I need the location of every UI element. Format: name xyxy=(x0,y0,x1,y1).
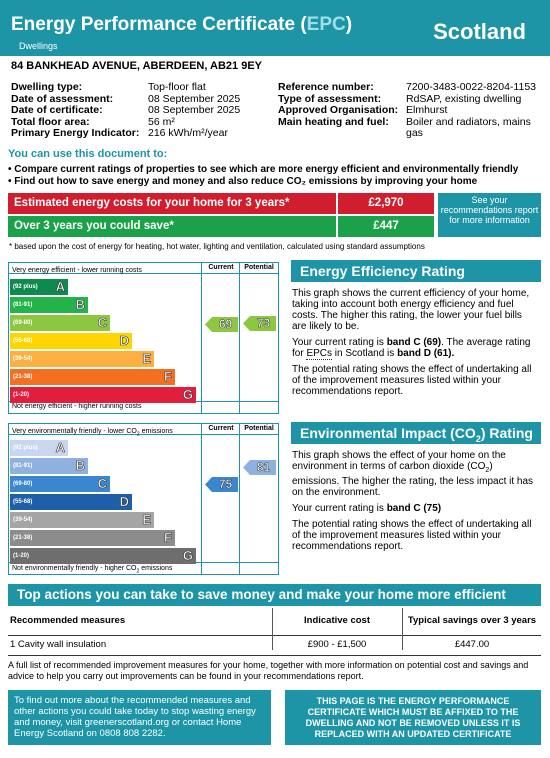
band-b xyxy=(10,297,88,313)
band-d xyxy=(10,333,132,349)
band-letter: C xyxy=(97,315,107,330)
band-g xyxy=(10,387,196,403)
left-details xyxy=(11,82,281,140)
band-letter: A xyxy=(55,440,65,455)
ee-panel-title-text: Energy Efficiency Rating xyxy=(300,263,465,279)
potential-rating-arrow xyxy=(243,460,276,475)
band-f xyxy=(10,530,175,546)
ee-panel-body xyxy=(292,288,539,397)
band-range: (81-91) xyxy=(13,463,33,469)
actions-note: A full list of recommended improvement measures for your home, together with more information on potential cost and savings and advice to help you carry out improvements can be found in your recommendations report. xyxy=(8,660,529,681)
header-measures: Recommended measures xyxy=(10,615,126,626)
detail-row xyxy=(11,128,281,140)
band-c xyxy=(10,315,110,331)
col-potential: Potential xyxy=(244,264,274,271)
detail-label: Primary Energy Indicator: xyxy=(11,127,140,139)
energy-cost-value-cell xyxy=(338,193,434,214)
cost-cell: £900 - £1,500 xyxy=(307,639,367,650)
ee-p3: The potential rating shows the effect of undertaking all of the improvement measures listed within your recommendations report. xyxy=(292,364,532,397)
recommendations-note xyxy=(438,193,541,237)
band-letter: B xyxy=(75,458,85,473)
band-range: (39-54) xyxy=(13,517,33,523)
band-range: (55-68) xyxy=(13,338,33,344)
band-letter: C xyxy=(97,476,107,491)
page-title: Energy Performance Certificate (EPC) xyxy=(11,14,353,35)
savings-row xyxy=(8,216,336,237)
band-letter: F xyxy=(164,530,172,545)
band-range: (92 plus) xyxy=(13,284,38,290)
find-out-more-box xyxy=(8,690,271,745)
header-banner xyxy=(0,0,550,56)
savings-value-cell xyxy=(338,216,434,237)
detail-row xyxy=(278,115,548,139)
current-rating-arrow xyxy=(205,477,238,492)
band-letter: G xyxy=(182,548,193,563)
band-range: (92 plus) xyxy=(13,445,38,451)
ee-p1: This graph shows the current efficiency of your home, taking into account both energy efficiency and fuel costs. The higher this rating, the lower your fuel bills are likely to be. xyxy=(292,288,530,332)
band-letter: D xyxy=(119,333,129,348)
detail-label: Main heating and fuel: xyxy=(278,115,389,128)
actions-title: Top actions you can take to save money and make your home more efficient xyxy=(17,587,506,602)
current-rating-value: 69 xyxy=(218,317,233,331)
detail-value: 08 September 2025 xyxy=(148,92,241,105)
detail-label: Date of certificate: xyxy=(11,104,103,116)
usage-bullet: • Find out how to save energy and money and also reduce CO₂ emissions by improving your home xyxy=(8,176,478,187)
band-range: (1-20) xyxy=(13,553,30,559)
band-range: (69-80) xyxy=(13,320,33,326)
potential-rating-arrow xyxy=(243,316,276,331)
band-range: (55-68) xyxy=(13,499,33,505)
country-label: Scotland xyxy=(433,19,526,44)
band-e xyxy=(10,351,154,367)
ei-panel-body xyxy=(292,450,539,552)
band-letter: E xyxy=(142,351,151,366)
potential-rating-value: 81 xyxy=(256,460,271,474)
band-e xyxy=(10,512,154,528)
affix-notice-text: THIS PAGE IS THE ENERGY PERFORMANCE CERTIFICATE WHICH MUST BE AFFIXED TO THE DWELLING AND NOT BE REMOVED UNLESS IT IS REPLACED WITH AN UPDATED CERTIFICATE xyxy=(305,696,521,739)
band-a xyxy=(10,440,68,456)
band-d xyxy=(10,494,132,510)
band-b xyxy=(10,458,88,474)
header-cost: Indicative cost xyxy=(304,615,370,626)
recommendations-note-text: See your recommendations report for more information xyxy=(440,195,539,225)
ei-p1: This graph shows the effect of your home on the environment in terms of carbon dioxide $(CO_2)$ emissions. The higher the rating, the less impact it has on the environment. xyxy=(292,450,534,498)
current-rating-arrow xyxy=(205,317,238,332)
potential-rating-value: 73 xyxy=(256,316,271,331)
col-current: Current xyxy=(208,425,234,432)
band-range: (1-20) xyxy=(13,392,30,398)
right-details xyxy=(278,81,548,139)
ei-panel-title-text: Environmental Impact $(CO_2)$ Rating xyxy=(300,425,533,444)
band-a xyxy=(10,279,68,295)
band-range: (69-80) xyxy=(13,481,33,487)
energy-cost-label: Estimated energy costs for your home for 3 years* xyxy=(14,197,290,209)
usage-bullets xyxy=(8,164,548,188)
band-letter: G xyxy=(182,387,193,402)
usage-bullet: • Compare current ratings of properties to see which are more energy efficient and environmentally friendly xyxy=(8,164,519,175)
band-letter: F xyxy=(164,369,172,384)
detail-value: 56 m² xyxy=(148,115,175,128)
cost-footnote: * based upon the cost of energy for heating, hot water, lighting and ventilation, calculated using standard assumptions xyxy=(9,242,425,251)
chart-top-label: Very environmentally friendly - lower $CO_2$ emissions xyxy=(12,428,173,438)
detail-value: 08 September 2025 xyxy=(148,104,241,116)
environmental-impact-chart xyxy=(8,423,279,575)
band-range: (21-38) xyxy=(13,535,33,541)
col-potential: Potential xyxy=(244,425,274,432)
ee-p2: Your current rating is band C (69). The average rating for EPCs in Scotland is band D (61). xyxy=(292,337,531,359)
chart-top-label: Very energy efficient - lower running costs xyxy=(12,267,142,274)
actions-title-bar xyxy=(8,584,541,606)
property-address: 84 BANKHEAD AVENUE, ABERDEEN, AB21 9EY xyxy=(11,60,263,72)
energy-efficiency-chart xyxy=(8,262,279,414)
detail-value: Elmhurst xyxy=(406,104,448,116)
chart-bottom-label: Not energy efficient - higher running costs xyxy=(12,403,142,410)
table-row xyxy=(8,636,541,652)
band-letter: D xyxy=(119,494,129,509)
band-g xyxy=(10,548,196,564)
detail-label: Approved Organisation: xyxy=(278,104,399,116)
band-letter: A xyxy=(55,279,65,294)
saving-cell: £447.00 xyxy=(454,639,490,650)
detail-label: Date of assessment: xyxy=(11,92,114,105)
measure-cell: 1 Cavity wall insulation xyxy=(10,639,107,650)
energy-cost-row xyxy=(8,193,336,214)
band-range: (21-38) xyxy=(13,374,33,380)
band-range: (81-91) xyxy=(13,302,33,308)
find-out-more-text: To find out more about the recommended measures and other actions you could take today to stop wasting energy and money, visit greenerscotland.org or contact Home Energy Scotland on 0808 808 2282. xyxy=(14,695,256,739)
ei-p3: The potential rating shows the effect of undertaking all of the improvement measures listed within your recommendations report. xyxy=(292,519,532,552)
detail-value: 7200-3483-0022-8204-1153 xyxy=(406,81,536,93)
band-range: (39-54) xyxy=(13,356,33,362)
chart-bottom-label: Not environmentally friendly - higher $CO_2$ emissions xyxy=(12,565,173,575)
savings-value: £447 xyxy=(373,220,399,232)
detail-value: Boiler and radiators, mains gas xyxy=(406,115,531,139)
detail-label: Reference number: xyxy=(278,81,374,93)
savings-label: Over 3 years you could save* xyxy=(14,220,174,232)
usage-title: You can use this document to: xyxy=(8,148,168,160)
page-subtitle: Dwellings xyxy=(19,41,58,51)
detail-value: RdSAP, existing dwelling xyxy=(406,92,522,105)
detail-label: Dwelling type: xyxy=(11,81,83,93)
band-f xyxy=(10,369,175,385)
detail-label: Total floor area: xyxy=(11,115,90,128)
detail-value: Top-floor flat xyxy=(148,81,206,93)
actions-header-row xyxy=(8,612,541,630)
header-savings: Typical savings over 3 years xyxy=(407,615,537,626)
col-current: Current xyxy=(208,264,234,271)
band-letter: B xyxy=(75,297,85,312)
ei-p2: Your current rating is band C (75) xyxy=(292,503,442,514)
ei-panel-title xyxy=(291,422,541,444)
ee-panel-title xyxy=(291,260,541,282)
detail-label: Type of assessment: xyxy=(278,92,382,105)
actions-table xyxy=(8,612,541,656)
detail-value: 216 kWh/m²/year xyxy=(148,127,228,139)
current-rating-value: 75 xyxy=(218,476,233,491)
energy-cost-value: £2,970 xyxy=(368,197,404,209)
band-letter: E xyxy=(142,512,151,527)
affix-notice-box xyxy=(285,690,541,745)
band-c xyxy=(10,476,110,492)
